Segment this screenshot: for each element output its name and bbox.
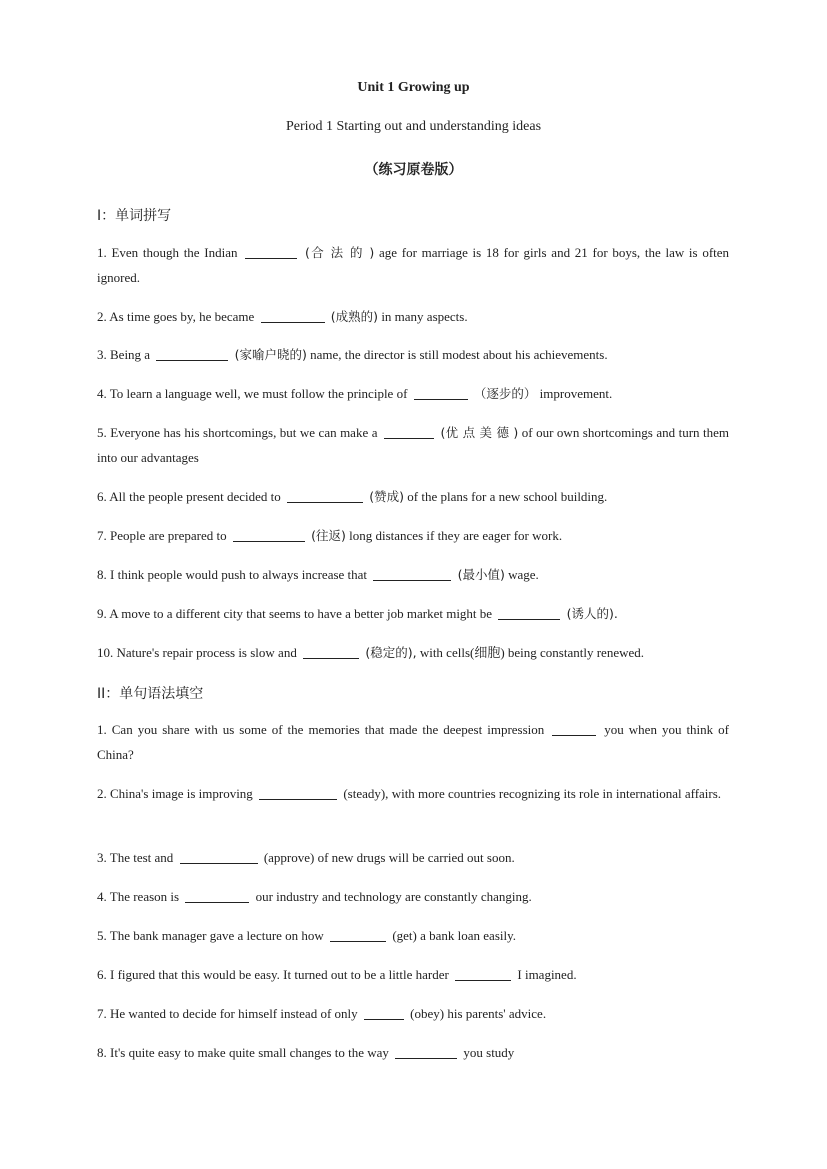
grammar-item-3: 3. The test and (approve) of new drugs will be carried out soon. (97, 850, 515, 865)
spelling-item-9: 9. A move to a different city that seems to have a better job market might be (诱人的). (97, 606, 618, 621)
spelling-item-7: 7. People are prepared to (往返) long distances if they are eager for work. (97, 528, 563, 543)
spelling-item-3: 3. Being a (家喻户晓的) name, the director is still modest about his achievements. (97, 347, 608, 362)
answer-blank[interactable] (156, 347, 228, 361)
answer-blank[interactable] (303, 645, 359, 659)
grammar-item-8: 8. It's quite easy to make quite small changes to the way you study (97, 1045, 515, 1060)
section-spelling-heading: I：单词拼写 (97, 208, 172, 224)
version-label: （练习原卷版） (364, 162, 463, 178)
grammar-item-7: 7. He wanted to decide for himself instead of only (obey) his parents' advice. (97, 1006, 547, 1021)
answer-blank[interactable] (245, 245, 297, 259)
answer-blank[interactable] (330, 928, 386, 942)
section-grammar-heading: II：单句语法填空 (97, 686, 204, 702)
answer-blank[interactable] (395, 1045, 457, 1059)
spelling-item-4: 4. To learn a language well, we must follow the principle of （逐步的） improvement. (97, 386, 613, 401)
spelling-item-10: 10. Nature's repair process is slow and (稳定的), with cells(细胞) being constantly renewed. (97, 645, 644, 660)
answer-blank[interactable] (364, 1006, 404, 1020)
answer-blank[interactable] (552, 722, 596, 736)
answer-blank[interactable] (384, 425, 434, 439)
answer-blank[interactable] (414, 386, 468, 400)
grammar-item-5: 5. The bank manager gave a lecture on how (get) a bank loan easily. (97, 928, 517, 943)
period-subtitle: Period 1 Starting out and understanding ideas (285, 119, 542, 134)
answer-blank[interactable] (498, 606, 560, 620)
spelling-item-6: 6. All the people present decided to (赞成) of the plans for a new school building. (97, 489, 608, 504)
answer-blank[interactable] (185, 889, 249, 903)
grammar-item-1: 1. Can you share with us some of the memories that made the deepest impression you when you think of China? (97, 722, 729, 762)
spelling-item-1: 1. Even though the Indian (合 法 的 ) age for marriage is 18 for girls and 21 for boys, the law is often ignored. (97, 245, 730, 285)
answer-blank[interactable] (287, 489, 363, 503)
spelling-item-5: 5. Everyone has his shortcomings, but we can make a (优 点 美 德 ) of our own shortcomings and turn them into our advantages (97, 425, 730, 465)
answer-blank[interactable] (261, 309, 325, 323)
answer-blank[interactable] (455, 967, 511, 981)
answer-blank[interactable] (259, 786, 337, 800)
answer-blank[interactable] (233, 528, 305, 542)
spelling-item-2: 2. As time goes by, he became (成熟的) in many aspects. (97, 309, 468, 324)
spelling-item-8: 8. I think people would push to always increase that (最小值) wage. (97, 567, 539, 582)
answer-blank[interactable] (373, 567, 451, 581)
answer-blank[interactable] (180, 850, 258, 864)
grammar-item-4: 4. The reason is our industry and technology are constantly changing. (97, 889, 532, 904)
grammar-item-6: 6. I figured that this would be easy. It turned out to be a little harder I imagined. (97, 967, 577, 982)
unit-title: Unit 1 Growing up (357, 80, 470, 95)
grammar-item-2: 2. China's image is improving (steady), with more countries recognizing its role in international affairs. (97, 786, 722, 801)
